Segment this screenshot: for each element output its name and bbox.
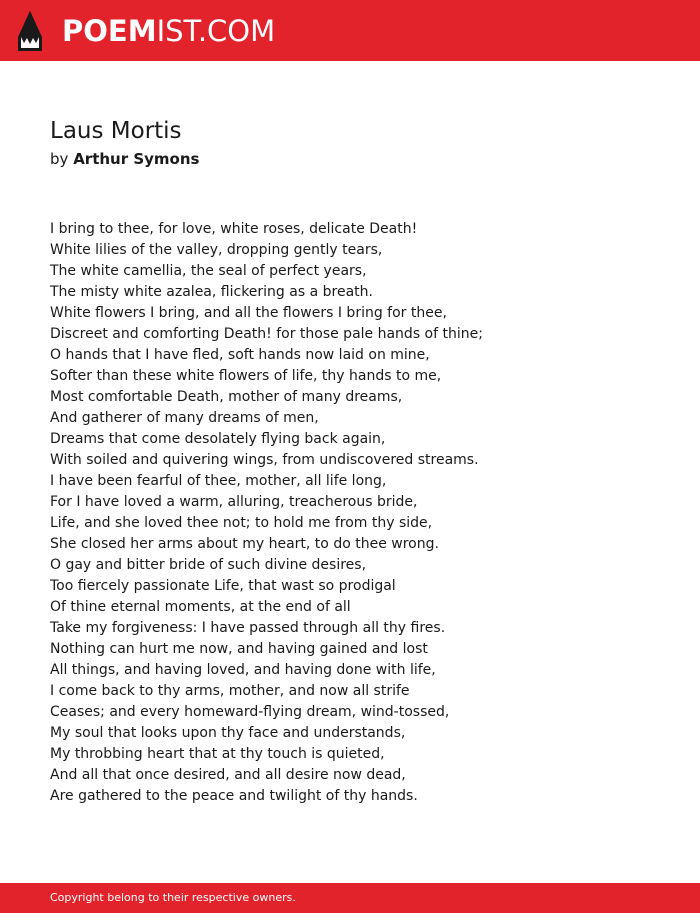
poem-line: And gatherer of many dreams of men, [50,410,319,426]
poem-line: White flowers I bring, and all the flowers I bring for thee, [50,305,447,321]
poem-line: Are gathered to the peace and twilight of thy hands. [50,788,418,804]
poem-line: Discreet and comforting Death! for those pale hands of thine; [50,326,483,342]
poem-line: Softer than these white flowers of life, thy hands to me, [50,368,442,384]
poem-line: I have been fearful of thee, mother, all life long, [50,473,387,489]
poem-line: O hands that I have fled, soft hands now laid on mine, [50,347,430,363]
poem-line: Take my forgiveness: I have passed through all thy fires. [50,620,446,636]
poem-line: My throbbing heart that at thy touch is quieted, [50,746,385,762]
logo-bold-text: POEM [62,14,157,48]
poem-line: For I have loved a warm, alluring, treacherous bride, [50,494,418,510]
poem-line: O gay and bitter bride of such divine desires, [50,557,367,573]
poem-line: The misty white azalea, flickering as a breath. [50,284,373,300]
poem-line: She closed her arms about my heart, to do thee wrong. [50,536,439,552]
poem-line: With soiled and quivering wings, from undiscovered streams. [50,452,479,468]
poem-line: White lilies of the valley, dropping gently tears, [50,242,383,258]
poem-title: Laus Mortis [50,118,182,144]
site-footer [0,883,700,913]
poem-line: The white camellia, the seal of perfect years, [50,263,367,279]
poem-line: All things, and having loved, and having done with life, [50,662,436,678]
by-prefix: by [50,150,69,168]
site-logo[interactable] [62,11,275,51]
poem-body [50,219,483,807]
pencil-icon [18,11,42,51]
copyright-text: Copyright belong to their respective owners. [50,891,296,904]
poem-line: Life, and she loved thee not; to hold me from thy side, [50,515,433,531]
poem-line: And all that once desired, and all desire now dead, [50,767,406,783]
site-header [0,0,700,61]
poem-line: I come back to thy arms, mother, and now all strife [50,683,410,699]
poem-line: Too fiercely passionate Life, that wast so prodigal [50,578,396,594]
poem-line: I bring to thee, for love, white roses, delicate Death! [50,221,418,237]
poem-line: My soul that looks upon thy face and understands, [50,725,406,741]
logo-light-text: IST.COM [156,14,276,48]
byline [50,148,199,170]
poem-line: Dreams that come desolately flying back again, [50,431,386,447]
poem-line: Ceases; and every homeward-flying dream, wind-tossed, [50,704,450,720]
poem-line: Of thine eternal moments, at the end of all [50,599,351,615]
poem-line: Nothing can hurt me now, and having gained and lost [50,641,428,657]
author-name: Arthur Symons [73,150,200,168]
poem-line: Most comfortable Death, mother of many dreams, [50,389,403,405]
